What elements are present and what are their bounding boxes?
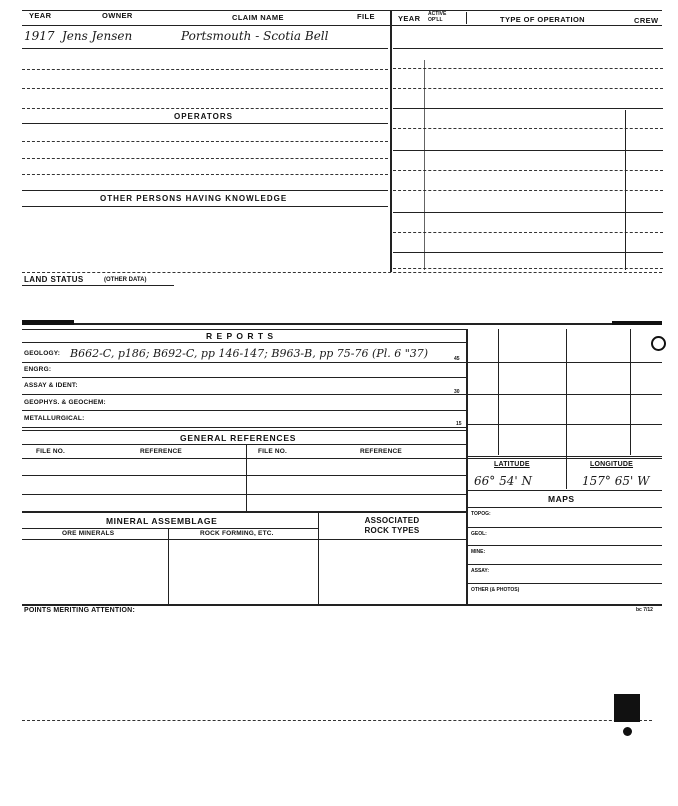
row-line	[22, 48, 388, 49]
row-line	[393, 128, 663, 129]
grid-line	[468, 545, 662, 546]
row-line	[393, 88, 663, 89]
land-status-label: LAND STATUS	[24, 275, 84, 284]
reports-top-border	[22, 323, 662, 325]
grid-divider	[630, 329, 631, 455]
associated-rock-types: ASSOCIATED ROCK TYPES	[364, 516, 420, 535]
row-line	[22, 190, 388, 191]
maps-other: OTHER (& PHOTOS)	[471, 587, 520, 593]
latitude-label: LATITUDE	[494, 461, 530, 468]
bottom-dashed-line	[22, 720, 652, 721]
row-line	[393, 108, 663, 109]
ref-col-reference-2: REFERENCE	[360, 448, 402, 455]
grid-line	[468, 490, 662, 491]
row-line	[22, 362, 466, 363]
row-line	[22, 430, 466, 431]
geology-value: B662-C, p186; B692-C, pp 146-147; B963-B, pp 75-76 (Pl. 6 "37)	[70, 347, 429, 360]
ore-minerals-label: ORE MINERALS	[62, 530, 115, 537]
ink-dot	[623, 727, 632, 736]
mineral-col-divider	[168, 528, 169, 605]
scale-number: 30	[454, 389, 460, 395]
circle-mark-icon	[651, 336, 666, 351]
maps-geol: GEOL:	[471, 531, 487, 537]
grid-line	[468, 527, 662, 528]
row-line	[393, 170, 663, 171]
ref-col-reference: REFERENCE	[140, 448, 182, 455]
operators-label: OPERATORS	[174, 112, 233, 121]
row-line	[393, 268, 663, 269]
col-type-of-operation: TYPE OF OPERATION	[500, 15, 586, 24]
col-year: YEAR	[29, 11, 52, 20]
row-line	[22, 158, 388, 159]
grid-line	[468, 394, 662, 395]
points-meriting-attention-label: POINTS MERITING ATTENTION:	[24, 607, 135, 614]
maps-assay: ASSAY:	[471, 568, 490, 574]
grid-line	[468, 456, 662, 457]
col-crew: CREW	[634, 16, 659, 25]
ink-block	[614, 694, 640, 722]
grid-line	[468, 424, 662, 425]
grid-divider	[566, 329, 567, 489]
row-line	[22, 394, 466, 395]
maps-title: MAPS	[548, 494, 575, 504]
grid-line	[468, 564, 662, 565]
row-line	[22, 458, 466, 459]
grid-line	[468, 507, 662, 508]
row-line	[393, 150, 663, 151]
entry-owner: Jens Jensen	[62, 29, 133, 43]
row-line	[22, 272, 662, 273]
other-persons-label: OTHER PERSONS HAVING KNOWLEDGE	[100, 194, 288, 203]
mineral-divider	[318, 513, 319, 605]
ref-col-file-no: FILE NO.	[36, 448, 66, 455]
land-status-sub: (OTHER DATA)	[104, 277, 147, 283]
general-references-title: GENERAL REFERENCES	[180, 433, 297, 443]
row-line	[22, 494, 466, 495]
row-line	[22, 377, 466, 378]
row-line	[22, 342, 466, 343]
ref-col-file-no-2: FILE NO.	[258, 448, 288, 455]
geophys-label: GEOPHYS. & GEOCHEM:	[24, 399, 106, 406]
row-line	[22, 88, 388, 89]
row-line	[393, 48, 663, 49]
grid-line	[468, 458, 662, 459]
row-line	[22, 528, 318, 529]
latitude-value: 66° 54' N	[474, 474, 532, 488]
row-line	[22, 141, 388, 142]
ink-mark	[612, 321, 662, 325]
grid-line	[468, 583, 662, 584]
row-line	[22, 427, 466, 428]
row-line	[22, 329, 466, 330]
row-line	[22, 69, 388, 70]
col-year-2: YEAR	[398, 14, 421, 23]
col-owner: OWNER	[102, 11, 133, 20]
scale-number: 15	[456, 421, 462, 427]
header-underline	[22, 25, 662, 26]
row-line	[22, 410, 466, 411]
metallurgical-label: METALLURGICAL:	[24, 415, 85, 422]
grid-line	[468, 362, 662, 363]
geology-label: GEOLOGY:	[24, 350, 61, 357]
rock-forming-label: ROCK FORMING, ETC.	[200, 530, 274, 537]
entry-claim-name: Portsmouth - Scotia Bell	[181, 29, 329, 43]
mineral-assemblage-title: MINERAL ASSEMBLAGE	[106, 516, 218, 526]
longitude-value: 157° 65' W	[582, 474, 650, 488]
row-line	[22, 511, 466, 513]
row-line	[22, 475, 466, 476]
assay-label: ASSAY & IDENT:	[24, 382, 78, 389]
maps-topog: TOPOG:	[471, 511, 491, 517]
divider-active	[466, 12, 467, 24]
row-line	[393, 252, 663, 253]
row-line	[22, 123, 388, 124]
col-file: FILE	[357, 12, 375, 21]
ref-divider	[246, 444, 247, 512]
scale-number: 45	[454, 356, 460, 362]
row-line	[393, 190, 663, 191]
row-line	[22, 206, 388, 207]
row-line	[393, 68, 663, 69]
reports-title: R E P O R T S	[206, 331, 275, 341]
form-number: bc 7/12	[636, 607, 653, 613]
crew-divider	[625, 110, 626, 270]
row-line	[22, 174, 388, 175]
longitude-label: LONGITUDE	[590, 461, 634, 468]
ink-mark	[22, 320, 74, 325]
bottom-border	[22, 604, 662, 606]
row-line	[22, 444, 466, 445]
maps-mine: MINE:	[471, 549, 486, 555]
row-line	[393, 232, 663, 233]
main-vertical-divider	[390, 10, 392, 272]
land-status-underline	[22, 285, 174, 286]
grid-divider	[498, 329, 499, 455]
row-line	[22, 539, 466, 540]
entry-year: 1917	[24, 29, 55, 43]
col-active-op: ACTIVE OP'LL	[428, 11, 447, 23]
col-claim-name: CLAIM NAME	[232, 13, 284, 22]
year-divider	[424, 60, 425, 270]
engrg-label: ENGRG:	[24, 366, 52, 373]
row-line	[393, 212, 663, 213]
row-line	[22, 108, 388, 109]
